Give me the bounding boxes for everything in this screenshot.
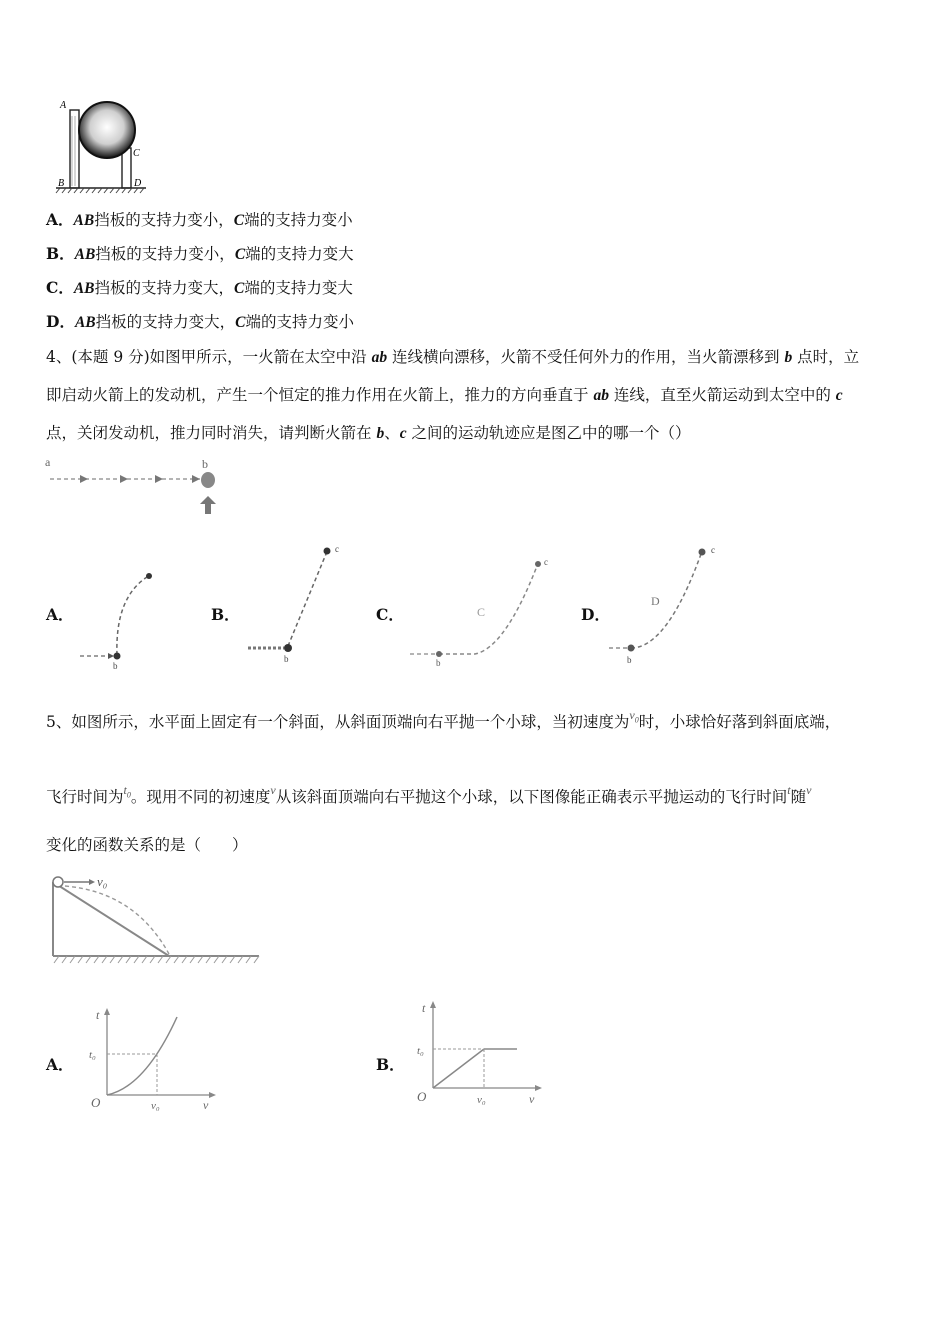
q4-option-a[interactable]: A． (46, 605, 74, 624)
svg-text:b: b (627, 655, 632, 665)
q5-line-2: 飞行时间为$^{t_0}$。现用不同的初速度$^v$从该斜面顶端向右平抛这个小球，以下图像能正确表示平抛运动的飞行时间$^t$随$^v$ (46, 783, 812, 806)
step-cd (122, 148, 131, 188)
q5-option-a[interactable]: A． (46, 1055, 74, 1074)
ball (53, 877, 63, 887)
svg-text:v₀: v₀ (477, 1094, 486, 1106)
q4-line-2: 即启动火箭上的发动机，产生一个恒定的推力作用在火箭上，推力的方向垂直于 ab 连线，直至火箭运动到太空中的 c (46, 386, 843, 404)
svg-text:b: b (202, 457, 208, 471)
q5-graph-a (85, 1005, 220, 1115)
q4-line-1: 4、(本题 9 分)如图甲所示，一火箭在太空中沿 ab 连线横向漂移，火箭不受任何外力的作用，当火箭漂移到 b 点时，立 (46, 348, 860, 366)
q3-option-a[interactable]: A．AB挡板的支持力变小，C端的支持力变小 (46, 210, 353, 229)
svg-text:b: b (436, 658, 441, 668)
svg-text:c: c (335, 544, 339, 554)
svg-text:c: c (544, 557, 548, 567)
svg-text:t₀: t₀ (417, 1045, 424, 1057)
q4-option-c[interactable]: C． (376, 605, 404, 624)
thrust-arrow-icon (200, 496, 216, 514)
label-a: A (60, 100, 67, 111)
svg-text:D: D (651, 594, 660, 608)
q4-figure-jia (40, 452, 230, 518)
q4-trajectory-a (75, 568, 170, 673)
svg-text:t: t (96, 1008, 100, 1022)
q5-option-b[interactable]: B． (376, 1055, 405, 1074)
q3-figure (50, 96, 150, 194)
q3-option-c[interactable]: C．AB挡板的支持力变大，C端的支持力变大 (46, 278, 353, 297)
svg-text:v₀: v₀ (151, 1100, 160, 1112)
svg-text:C: C (477, 605, 486, 619)
q4-trajectory-d (605, 540, 730, 670)
svg-text:O: O (417, 1089, 427, 1104)
velocity-arrow-icon (89, 879, 95, 885)
svg-text:b: b (284, 654, 289, 664)
q4-line-3: 点，关闭发动机，推力同时消失，请判断火箭在 b、c 之间的运动轨迹应是图乙中的哪一个（） (46, 424, 691, 442)
q4-option-d[interactable]: D． (581, 605, 610, 624)
label-c: C (133, 148, 140, 159)
svg-text:c: c (711, 545, 715, 555)
q4-trajectory-c (405, 548, 555, 670)
svg-text:v₀: v₀ (97, 874, 108, 889)
svg-text:t: t (422, 1001, 426, 1015)
svg-text:a: a (45, 455, 51, 469)
svg-text:t₀: t₀ (89, 1049, 96, 1061)
q5-graph-b (413, 998, 548, 1108)
svg-text:v: v (529, 1092, 535, 1106)
q4-trajectory-b (240, 540, 350, 670)
svg-text:b: b (113, 661, 118, 671)
rocket (201, 472, 215, 488)
q4-option-b[interactable]: B． (211, 605, 240, 624)
q5-line-1: 5、如图所示，水平面上固定有一个斜面，从斜面顶端向右平抛一个小球，当初速度为$^{v_0}$时，小球恰好落到斜面底端， (46, 708, 841, 731)
q5-incline-figure (45, 870, 265, 970)
svg-text:O: O (91, 1095, 101, 1110)
label-d: D (134, 178, 142, 189)
q5-line-3: 变化的函数关系的是（ ） (46, 836, 248, 854)
q3-option-b[interactable]: B．AB挡板的支持力变小，C端的支持力变大 (46, 244, 354, 263)
label-b: B (58, 178, 65, 189)
ball (79, 102, 135, 158)
q3-option-d[interactable]: D．AB挡板的支持力变大，C端的支持力变小 (46, 312, 355, 331)
board-ab (70, 110, 79, 188)
svg-text:v: v (203, 1098, 209, 1112)
